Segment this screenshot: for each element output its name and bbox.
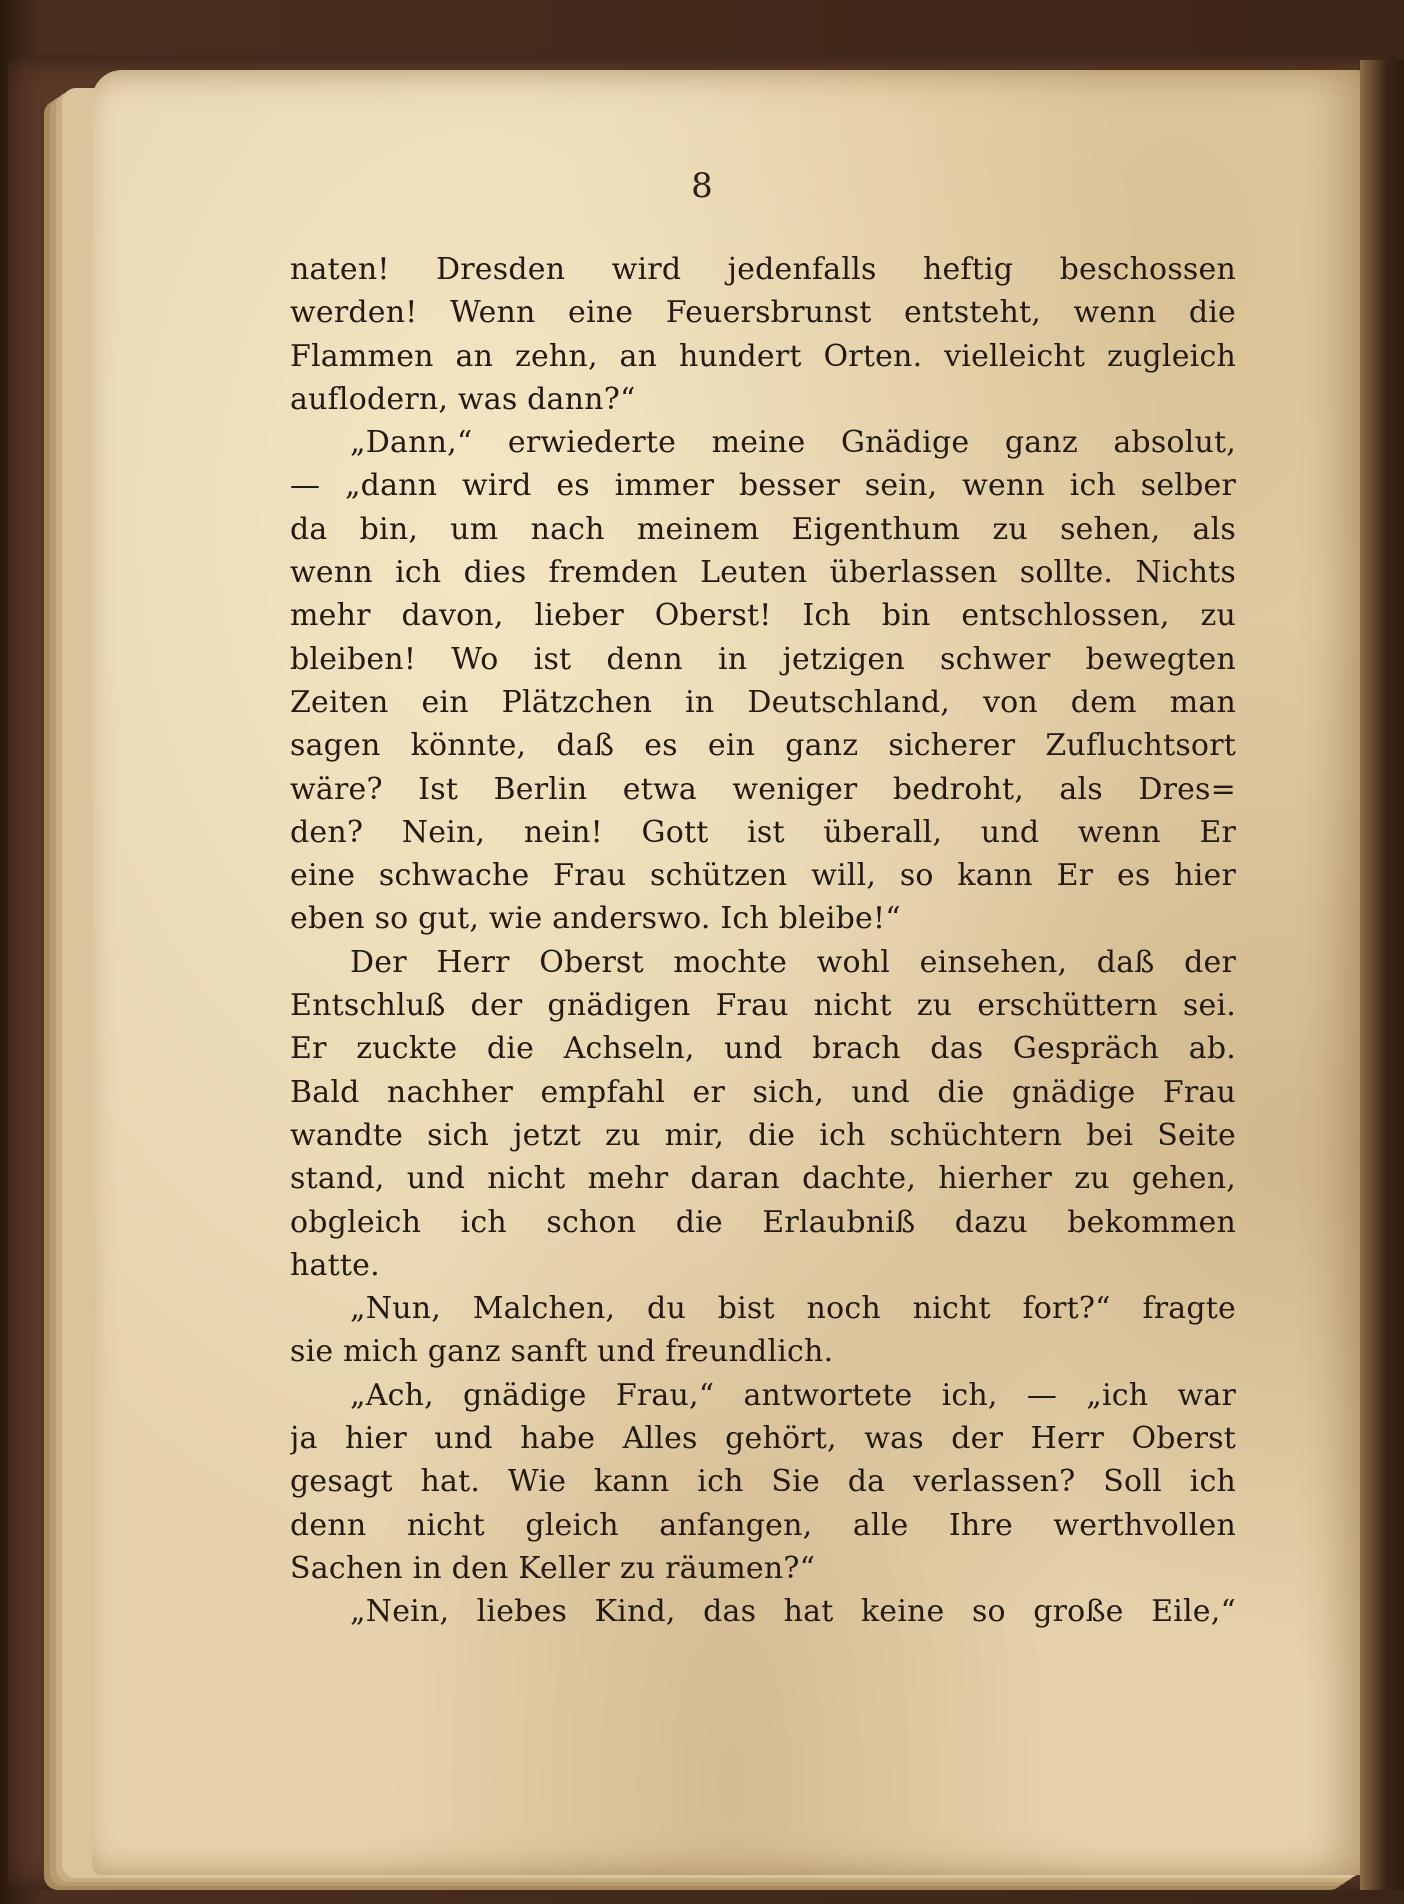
text-line: „Ach, gnädige Frau,“ antwortete ich, — „ich war <box>350 1377 1236 1413</box>
text-line: eine schwache Frau schützen will, so kann Er es hier <box>290 858 1236 894</box>
text-line: wäre? Ist Berlin etwa weniger bedroht, als Dres= <box>290 771 1236 807</box>
text-line: naten! Dresden wird jedenfalls heftig beschossen <box>290 252 1236 287</box>
text-line: Bald nachher empfahl er sich, und die gnädige Frau <box>290 1074 1236 1110</box>
text-line: da bin, um nach meinem Eigenthum zu sehen, als <box>290 511 1236 547</box>
text-line: wandte sich jetzt zu mir, die ich schüchtern bei Seite <box>290 1117 1236 1153</box>
text-line: mehr davon, lieber Oberst! Ich bin entschlossen, zu <box>290 598 1236 634</box>
text-line: „Nein, liebes Kind, das hat keine so große Eile,“ <box>350 1594 1236 1630</box>
text-line: obgleich ich schon die Erlaubniß dazu bekommen <box>290 1204 1236 1240</box>
page-number: 8 <box>691 166 713 206</box>
text-line: sagen könnte, daß es ein ganz sicherer Zufluchtsort <box>290 728 1236 764</box>
text-line: gesagt hat. Wie kann ich Sie da verlassen? Soll ich <box>290 1464 1236 1500</box>
text-line: Sachen in den Keller zu räumen?“ <box>290 1550 816 1586</box>
text-line: Zeiten ein Plätzchen in Deutschland, von dem man <box>290 684 1236 720</box>
text-line: stand, und nicht mehr daran dachte, hierher zu gehen, <box>290 1161 1236 1197</box>
text-line: Flammen an zehn, an hundert Orten. vielleicht zugleich <box>290 338 1236 374</box>
text-line: werden! Wenn eine Feuersbrunst entsteht, wenn die <box>290 295 1236 331</box>
text-line: sie mich ganz sanft und freundlich. <box>290 1334 834 1370</box>
text-line: bleiben! Wo ist denn in jetzigen schwer bewegten <box>290 641 1236 677</box>
text-line: Der Herr Oberst mochte wohl einsehen, daß der <box>350 944 1236 980</box>
text-line: Entschluß der gnädigen Frau nicht zu erschüttern sei. <box>290 988 1236 1024</box>
text-line: ja hier und habe Alles gehört, was der Herr Oberst <box>290 1421 1236 1457</box>
text-line: auflodern, was dann?“ <box>290 381 636 417</box>
text-line: eben so gut, wie anderswo. Ich bleibe!“ <box>290 901 901 937</box>
text-line: Er zuckte die Achseln, und brach das Gespräch ab. <box>290 1031 1236 1067</box>
text-line: „Nun, Malchen, du bist noch nicht fort?“ fragte <box>350 1291 1236 1327</box>
text-line: — „dann wird es immer besser sein, wenn ich selber <box>290 468 1236 504</box>
text-line: den? Nein, nein! Gott ist überall, und wenn Er <box>290 814 1236 850</box>
book-gutter <box>1360 60 1404 1890</box>
text-line: hatte. <box>290 1247 380 1283</box>
body-text <box>290 248 1236 1634</box>
text-line: „Dann,“ erwiederte meine Gnädige ganz absolut, <box>350 425 1236 461</box>
text-line: denn nicht gleich anfangen, alle Ihre werthvollen <box>290 1507 1236 1543</box>
text-line: wenn ich dies fremden Leuten überlassen sollte. Nichts <box>290 555 1236 591</box>
